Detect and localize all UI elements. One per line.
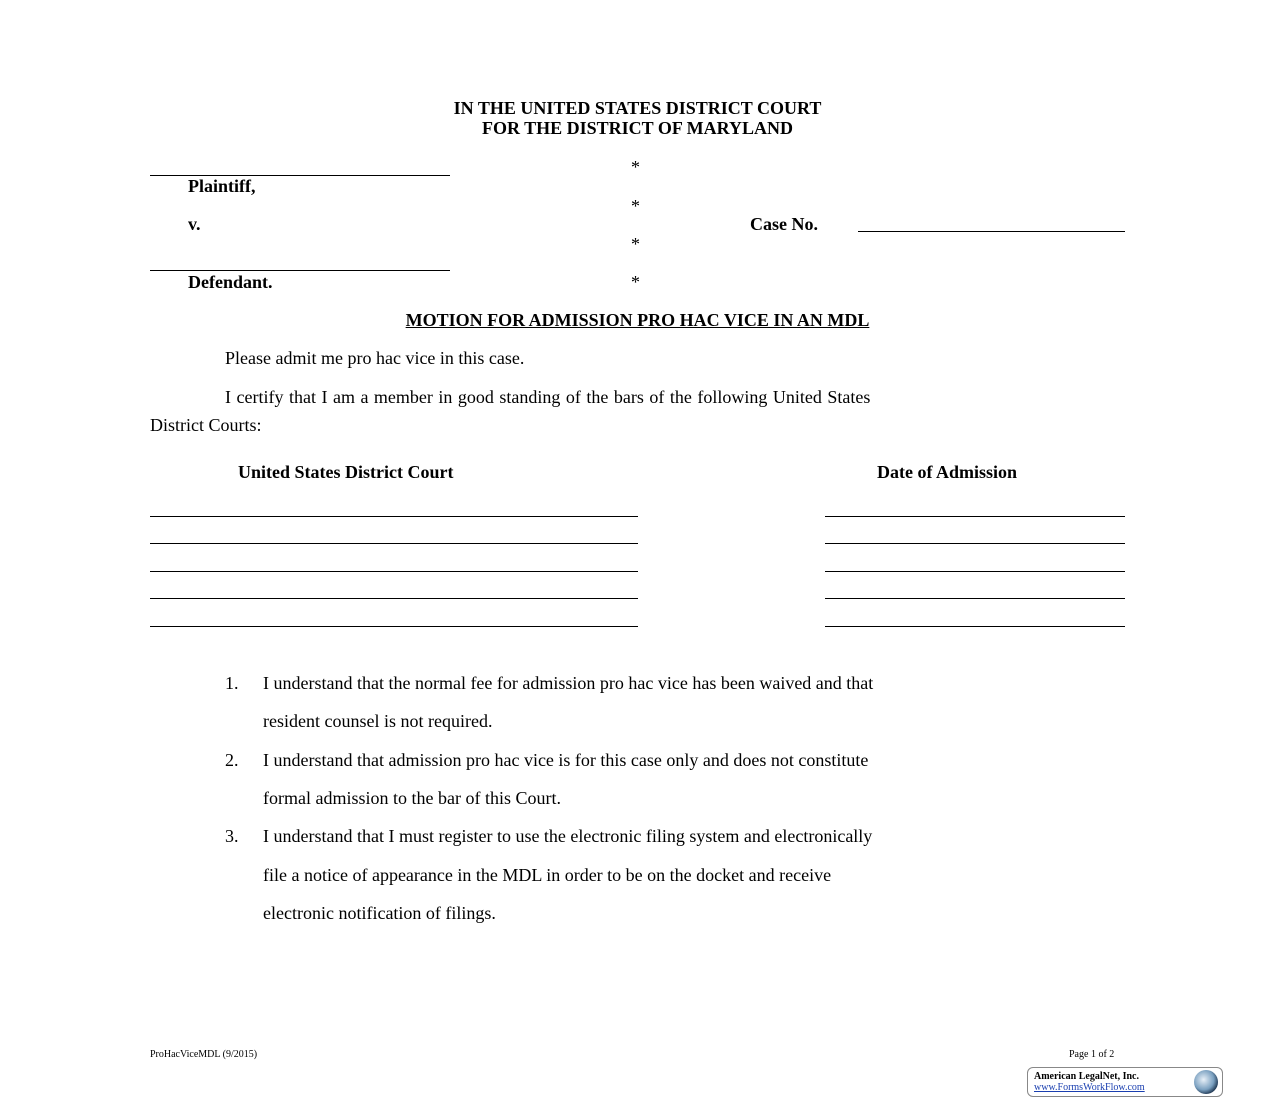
- logo-name: American LegalNet, Inc.: [1034, 1071, 1139, 1082]
- page-number: Page 1 of 2: [1069, 1049, 1115, 1060]
- item-text: I understand that I must register to use the electronic filing system and electronically: [263, 826, 873, 846]
- court-field[interactable]: [150, 516, 638, 517]
- date-field[interactable]: [825, 516, 1125, 517]
- defendant-label: Defendant.: [188, 272, 273, 292]
- item-text: electronic notification of filings.: [263, 903, 496, 923]
- item-text: file a notice of appearance in the MDL in order to be on the docket and receive: [263, 865, 832, 885]
- paragraph: Please admit me pro hac vice in this case.: [225, 348, 525, 368]
- item-text: formal admission to the bar of this Court.: [263, 788, 561, 808]
- date-field[interactable]: [825, 598, 1125, 599]
- item-text: I understand that the normal fee for admission pro hac vice has been waived and that: [263, 673, 874, 693]
- caption-star: *: [631, 196, 640, 216]
- column-header-court: United States District Court: [238, 462, 454, 482]
- case-no-field[interactable]: [858, 231, 1125, 232]
- court-header-line2: FOR THE DISTRICT OF MARYLAND: [481, 118, 794, 138]
- form-id: ProHacViceMDL (9/2015): [150, 1049, 258, 1060]
- court-field[interactable]: [150, 543, 638, 544]
- item-text: resident counsel is not required.: [263, 711, 493, 731]
- column-header-date: Date of Admission: [877, 462, 1018, 482]
- defendant-line[interactable]: [150, 270, 450, 271]
- date-field[interactable]: [825, 571, 1125, 572]
- case-no-label: Case No.: [750, 214, 818, 234]
- court-field[interactable]: [150, 571, 638, 572]
- item-number: 3.: [225, 826, 239, 846]
- date-field[interactable]: [825, 626, 1125, 627]
- item-number: 2.: [225, 750, 239, 770]
- court-field[interactable]: [150, 626, 638, 627]
- caption-star: *: [631, 157, 640, 177]
- motion-title: MOTION FOR ADMISSION PRO HAC VICE IN AN MDL: [405, 310, 870, 330]
- plaintiff-label: Plaintiff,: [188, 176, 256, 196]
- caption-star: *: [631, 234, 640, 254]
- american-legalnet-logo[interactable]: [1027, 1067, 1223, 1097]
- paragraph: District Courts:: [150, 415, 262, 435]
- logo-url[interactable]: www.FormsWorkFlow.com: [1034, 1082, 1145, 1093]
- item-text: I understand that admission pro hac vice is for this case only and does not constitute: [263, 750, 869, 770]
- court-header-line1: IN THE UNITED STATES DISTRICT COURT: [453, 98, 822, 118]
- globe-icon: [1194, 1070, 1218, 1094]
- item-number: 1.: [225, 673, 239, 693]
- date-field[interactable]: [825, 543, 1125, 544]
- versus-label: v.: [188, 214, 201, 234]
- court-field[interactable]: [150, 598, 638, 599]
- caption-star: *: [631, 272, 640, 292]
- paragraph: I certify that I am a member in good standing of the bars of the following United States: [225, 387, 871, 407]
